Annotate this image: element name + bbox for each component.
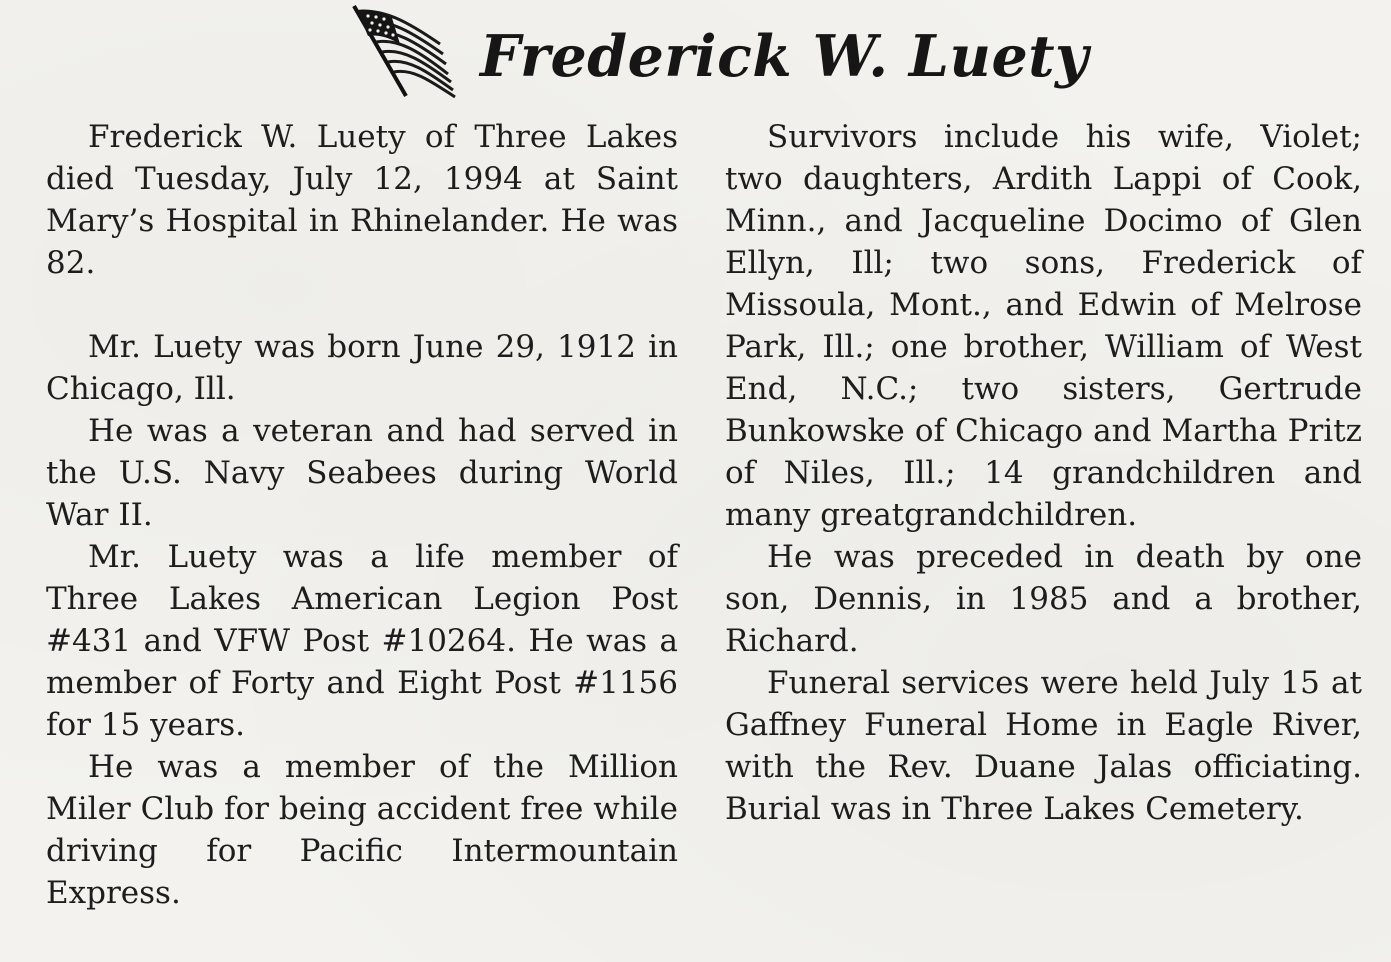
paragraph-funeral-services: Funeral services were held July 15 at Gaffney Funeral Home in Eagle River, with the Rev. Duane Jalas officiating. Burial was in Three Lakes Cemetery. (725, 665, 1362, 827)
obituary-title: Frederick W. Luety (480, 23, 1089, 90)
right-column (725, 116, 1362, 830)
paragraph-preceded-in-death: He was preceded in death by one son, Dennis, in 1985 and a brother, Richard. (725, 539, 1362, 659)
paragraph-death-notice: Frederick W. Luety of Three Lakes died Tuesday, July 12, 1994 at Saint Mary’s Hospital in Rhinelander. He was 82. (46, 119, 678, 281)
paragraph-million-miler: He was a member of the Million Miler Club for being accident free while driving for Pacific Intermountain Express. (46, 749, 678, 911)
american-flag-icon (348, 0, 458, 105)
paragraph-memberships: Mr. Luety was a life member of Three Lakes American Legion Post #431 and VFW Post #10264. He was a member of Forty and Eight Post #1156 for 15 years. (46, 539, 678, 743)
paragraph-military-service: He was a veteran and had served in the U.S. Navy Seabees during World War II. (46, 413, 678, 533)
obituary-header (345, 0, 1105, 110)
paragraph-birth: Mr. Luety was born June 29, 1912 in Chicago, Ill. (46, 329, 678, 407)
paragraph-survivors: Survivors include his wife, Violet; two daughters, Ardith Lappi of Cook, Minn., and Jacqueline Docimo of Glen Ellyn, Ill; two sons, Frederick of Missoula, Mont., and Edwin of Melrose Park, Ill.; one brother, William of West End, N.C.; two sisters, Gertrude Bunkowske of Chicago and Martha Pritz of Niles, Ill.; 14 grandchildren and many greatgrandchildren. (725, 119, 1362, 533)
left-column (46, 116, 678, 914)
